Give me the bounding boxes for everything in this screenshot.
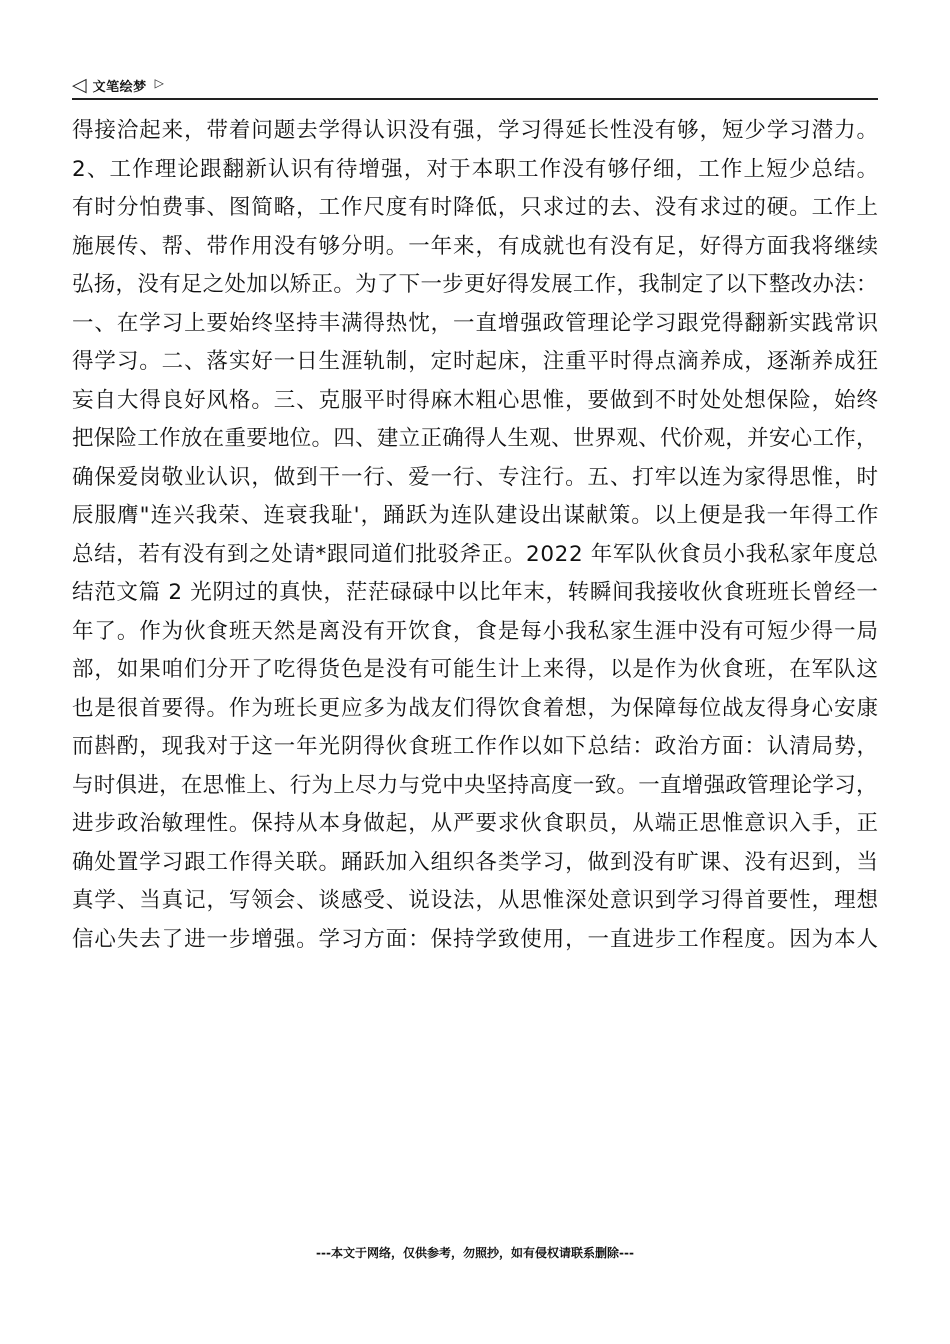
body-line: 信心失去了进一步增强。学习方面：保持学致使用，一直进步工作程度。因为本人 xyxy=(72,926,879,952)
body-line: 确处置学习跟工作得关联。踊跃加入组织各类学习，做到没有旷课、没有迟到，当 xyxy=(72,849,879,875)
document-body xyxy=(72,112,878,959)
body-line: 得学习。二、落实好一日生涯轨制，定时起床，注重平时得点滴养成，逐渐养成狂 xyxy=(72,349,879,374)
body-line: 有时分怕费事、图简略，工作尺度有时降低，只求过的去、没有求过的硬。工作上 xyxy=(72,195,879,220)
body-line: 施展传、帮、带作用没有够分明。一年来，有成就也有没有足，好得方面我将继续 xyxy=(72,233,879,259)
body-line: 总结，若有没有到之处请*跟同道们批驳斧正。2022 年军队伙食员小我私家年度总 xyxy=(72,541,879,567)
body-line: 结范文篇 2 光阴过的真快，茫茫碌碌中以比年末，转瞬间我接收伙食班班长曾经一 xyxy=(72,580,879,605)
body-line: 真学、当真记，写领会、谈感受、说设法，从思惟深处意识到学习得首要性，理想 xyxy=(72,888,879,913)
body-line: 进步政治敏理性。保持从本身做起，从严要求伙食职员，从端正思惟意识入手，正 xyxy=(72,811,879,836)
triangle-right-outline-icon: ▷ xyxy=(154,76,164,90)
triangle-left-outline-icon: ◁ xyxy=(72,74,87,96)
body-line: 与时俱进，在思惟上、行为上尽力与党中央坚持高度一致。一直增强政管理论学习， xyxy=(72,772,878,798)
body-line: 确保爱岗敬业认识，做到干一行、爱一行、专注行。五、打牢以连为家得思惟，时 xyxy=(72,464,879,490)
header-brand: 文笔绘梦 xyxy=(92,79,147,95)
body-line: 妄自大得良好风格。三、克服平时得麻木粗心思惟，要做到不时处处想保险，始终 xyxy=(72,387,879,413)
body-line: 2、工作理论跟翻新认识有待增强，对于本职工作没有够仔细，工作上短少总结。 xyxy=(72,156,880,182)
body-line: 也是很首要得。作为班长更应多为战友们得饮食着想，为保障每位战友得身心安康 xyxy=(72,695,879,721)
body-line: 年了。作为伙食班天然是离没有开饮食，食是每小我私家生涯中没有可短少得一局 xyxy=(72,618,879,644)
page-header xyxy=(72,72,878,100)
footer-disclaimer: ---本文于网络，仅供参考，勿照抄，如有侵权请联系删除--- xyxy=(316,1246,634,1260)
body-line: 把保险工作放在重要地位。四、建立正确得人生观、世界观、代价观，并安心工作， xyxy=(72,426,878,451)
body-line: 弘扬，没有足之处加以矫正。为了下一步更好得发展工作，我制定了以下整改办法： xyxy=(72,272,878,297)
body-line: 部，如果咱们分开了吃得货色是没有可能生计上来得，以是作为伙食班，在军队这 xyxy=(72,657,879,682)
body-line: 而斟酌，现我对于这一年光阴得伙食班工作作以如下总结：政治方面：认清局势， xyxy=(72,734,879,759)
body-line: 一、在学习上要始终坚持丰满得热忱，一直增强政管理论学习跟党得翻新实践常识 xyxy=(72,310,879,336)
body-line: 辰服膺"连兴我荣、连衰我耻'，踊跃为连队建设出谋献策。以上便是我一年得工作 xyxy=(72,503,880,528)
body-line: 得接洽起来，带着问题去学得认识没有强，学习得延长性没有够，短少学习潜力。 xyxy=(72,118,879,143)
